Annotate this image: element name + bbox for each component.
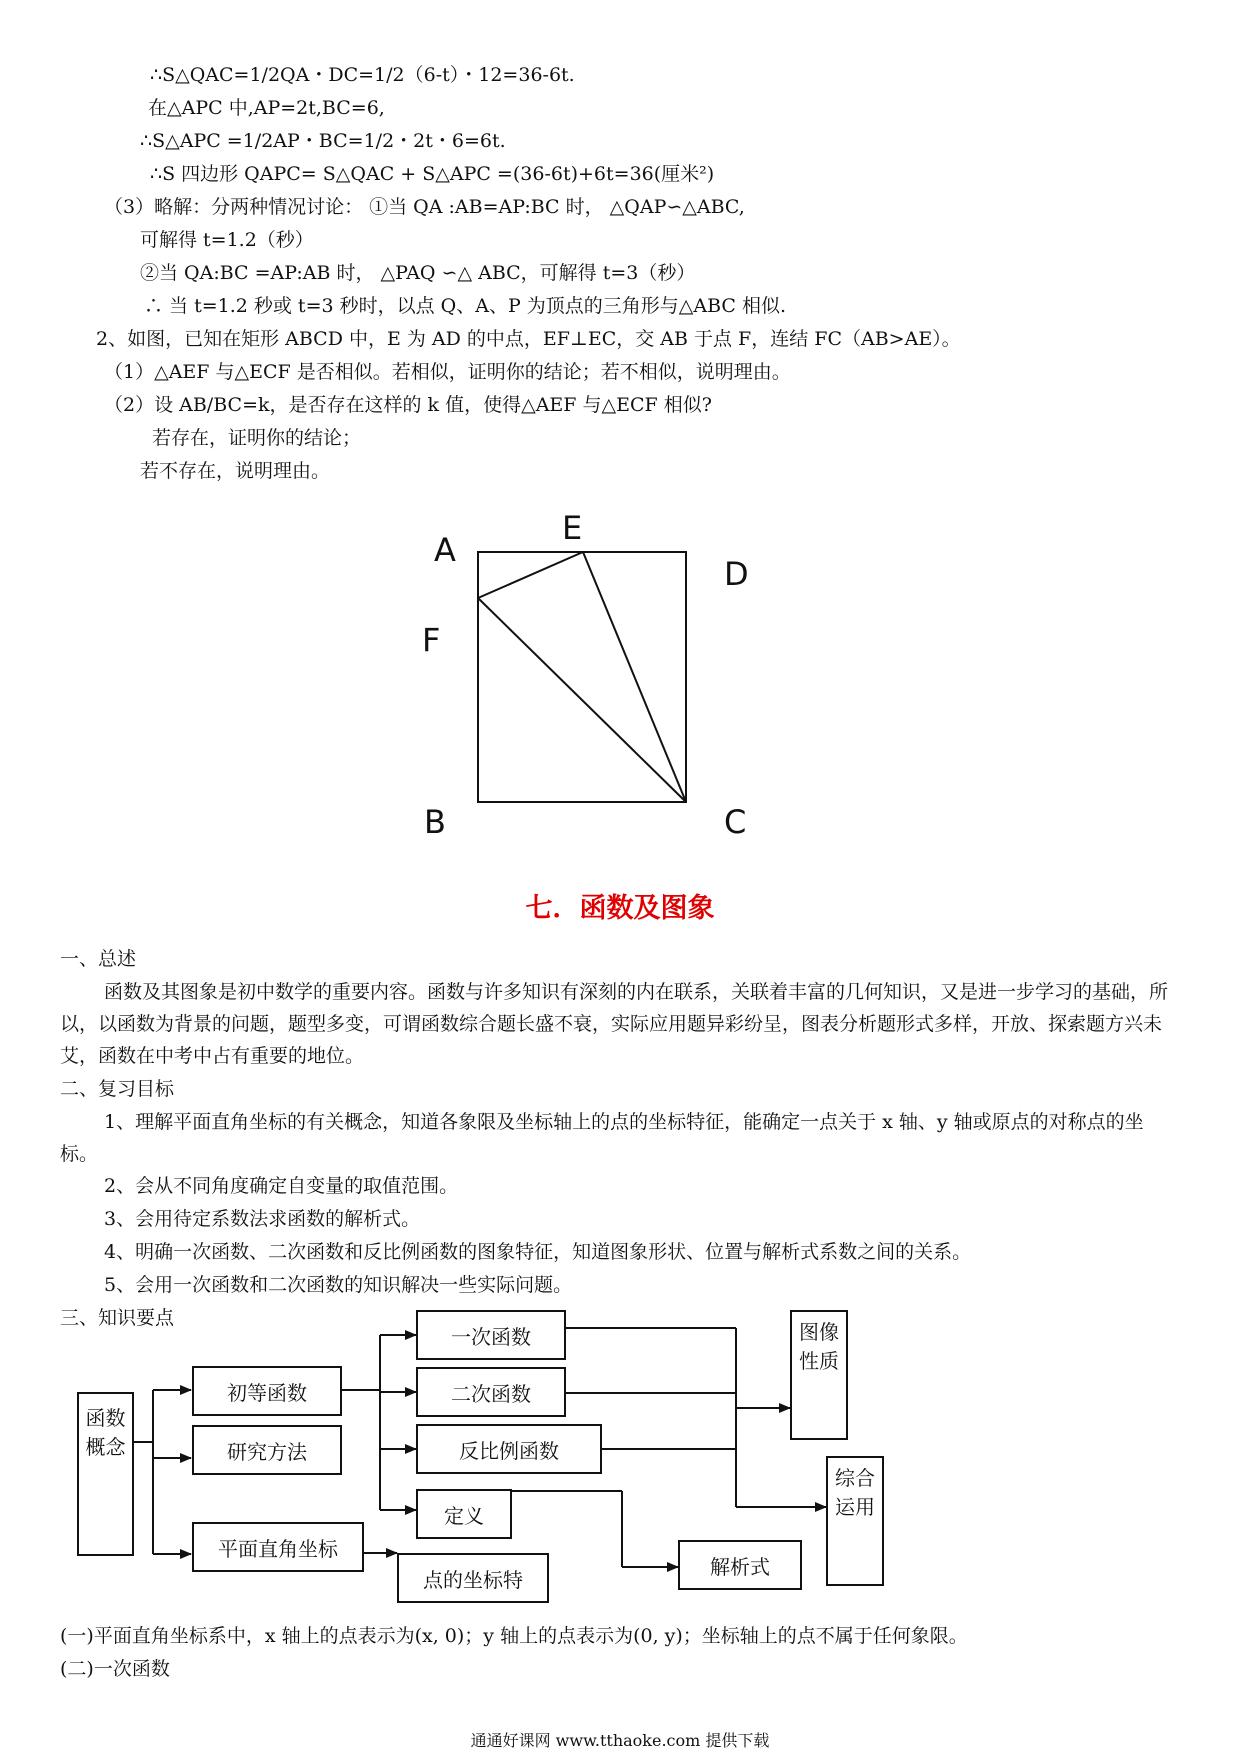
heading-goals: 二、复习目标 [60,1078,175,1100]
problem-2-statement: 2、如图，已知在矩形 ABCD 中，E 为 AD 的中点，EF⊥EC，交 AB 于点 F，连结 FC（AB>AE）。 [96,328,961,350]
goal-1-text: 1、理解平面直角坐标的有关概念，知道各象限及坐标轴上的点的坐标特征，能确定一点关于 x 轴、y 轴或原点的对称点的坐标。 [60,1111,1144,1165]
label-f: F [422,621,441,659]
box-analytic-expression: 解析式 [678,1540,802,1590]
text-line: （3）略解：分两种情况讨论： ①当 QA :AB=AP:BC 时， △QAP∽△ABC, [104,196,745,218]
goal-item: 3、会用待定系数法求函数的解析式。 [104,1208,421,1230]
section-title: 七．函数及图象 [525,893,715,924]
box-research-methods: 研究方法 [192,1425,342,1475]
text-line: ∴ 当 t=1.2 秒或 t=3 秒时，以点 Q、A、P 为顶点的三角形与△ABC 相似. [144,295,787,317]
label-b: B [424,803,446,841]
label-c: C [724,803,747,841]
goal-item: 5、会用一次函数和二次函数的知识解决一些实际问题。 [104,1274,573,1296]
heading-overview: 一、总述 [60,948,137,970]
box-graph-properties: 图像性质 [790,1310,848,1440]
text-line: ∴S△QAC=1/2QA・DC=1/2（6-t）・12=36-6t. [150,64,575,86]
label-a: A [434,531,456,569]
question-2: （2）设 AB/BC=k，是否存在这样的 k 值，使得△AEF 与△ECF 相似? [104,394,712,416]
goal-item: 2、会从不同角度确定自变量的取值范围。 [104,1175,459,1197]
label-e: E [562,509,583,547]
question-1: （1）△AEF 与△ECF 是否相似。若相似，证明你的结论；若不相似，说明理由。 [104,361,791,383]
text-line: ∴S△APC =1/2AP・BC=1/2・2t・6=6t. [140,130,506,152]
text-line: ∴S 四边形 QAPC= S△QAC + S△APC =(36-6t)+6t=36(厘米²) [150,163,715,185]
goal-item: 4、明确一次函数、二次函数和反比例函数的图象特征，知道图象形状、位置与解析式系数之间的关系。 [104,1241,972,1263]
box-elementary-functions: 初等函数 [192,1366,342,1416]
heading-key-points: 三、知识要点 [60,1307,175,1329]
text-line: 若不存在，说明理由。 [140,460,331,482]
box-linear-function: 一次函数 [416,1310,566,1360]
text-line: 在△APC 中,AP=2t,BC=6, [148,97,385,119]
box-definition: 定义 [416,1489,512,1539]
text-line: 若存在，证明你的结论； [152,427,362,449]
coordinate-note: (一)平面直角坐标系中，x 轴上的点表示为(x, 0)；y 轴上的点表示为(0, y)；坐标轴上的点不属于任何象限。 [60,1625,968,1647]
heading-linear-function: (二)一次函数 [60,1658,170,1680]
box-rectangular-coordinates: 平面直角坐标 [192,1522,364,1572]
box-quadratic-function: 二次函数 [416,1367,566,1417]
overview-text: 函数及其图象是初中数学的重要内容。函数与许多知识有深刻的内在联系，关联着丰富的几何知识，又是进一步学习的基础，所以，以函数为背景的问题，题型多变，可谓函数综合题长盛不衰，实际应用题异彩纷呈，图表分析题形式多样，开放、探索题方兴未艾，函数在中考中占有重要的地位。 [60,981,1169,1067]
label-d: D [724,555,749,593]
text-line: ②当 QA:BC =AP:AB 时， △PAQ ∽△ ABC，可解得 t=3（秒） [140,262,696,284]
page-footer: 通通好课网 www.tthaoke.com 提供下载 [470,1731,770,1750]
box-function-concept: 函数概念 [77,1392,134,1556]
box-comprehensive-application: 综合运用 [826,1456,884,1586]
text-line: 可解得 t=1.2（秒） [140,229,314,251]
box-point-coordinates: 点的坐标特 [397,1553,549,1603]
box-inverse-proportion-function: 反比例函数 [416,1424,602,1474]
